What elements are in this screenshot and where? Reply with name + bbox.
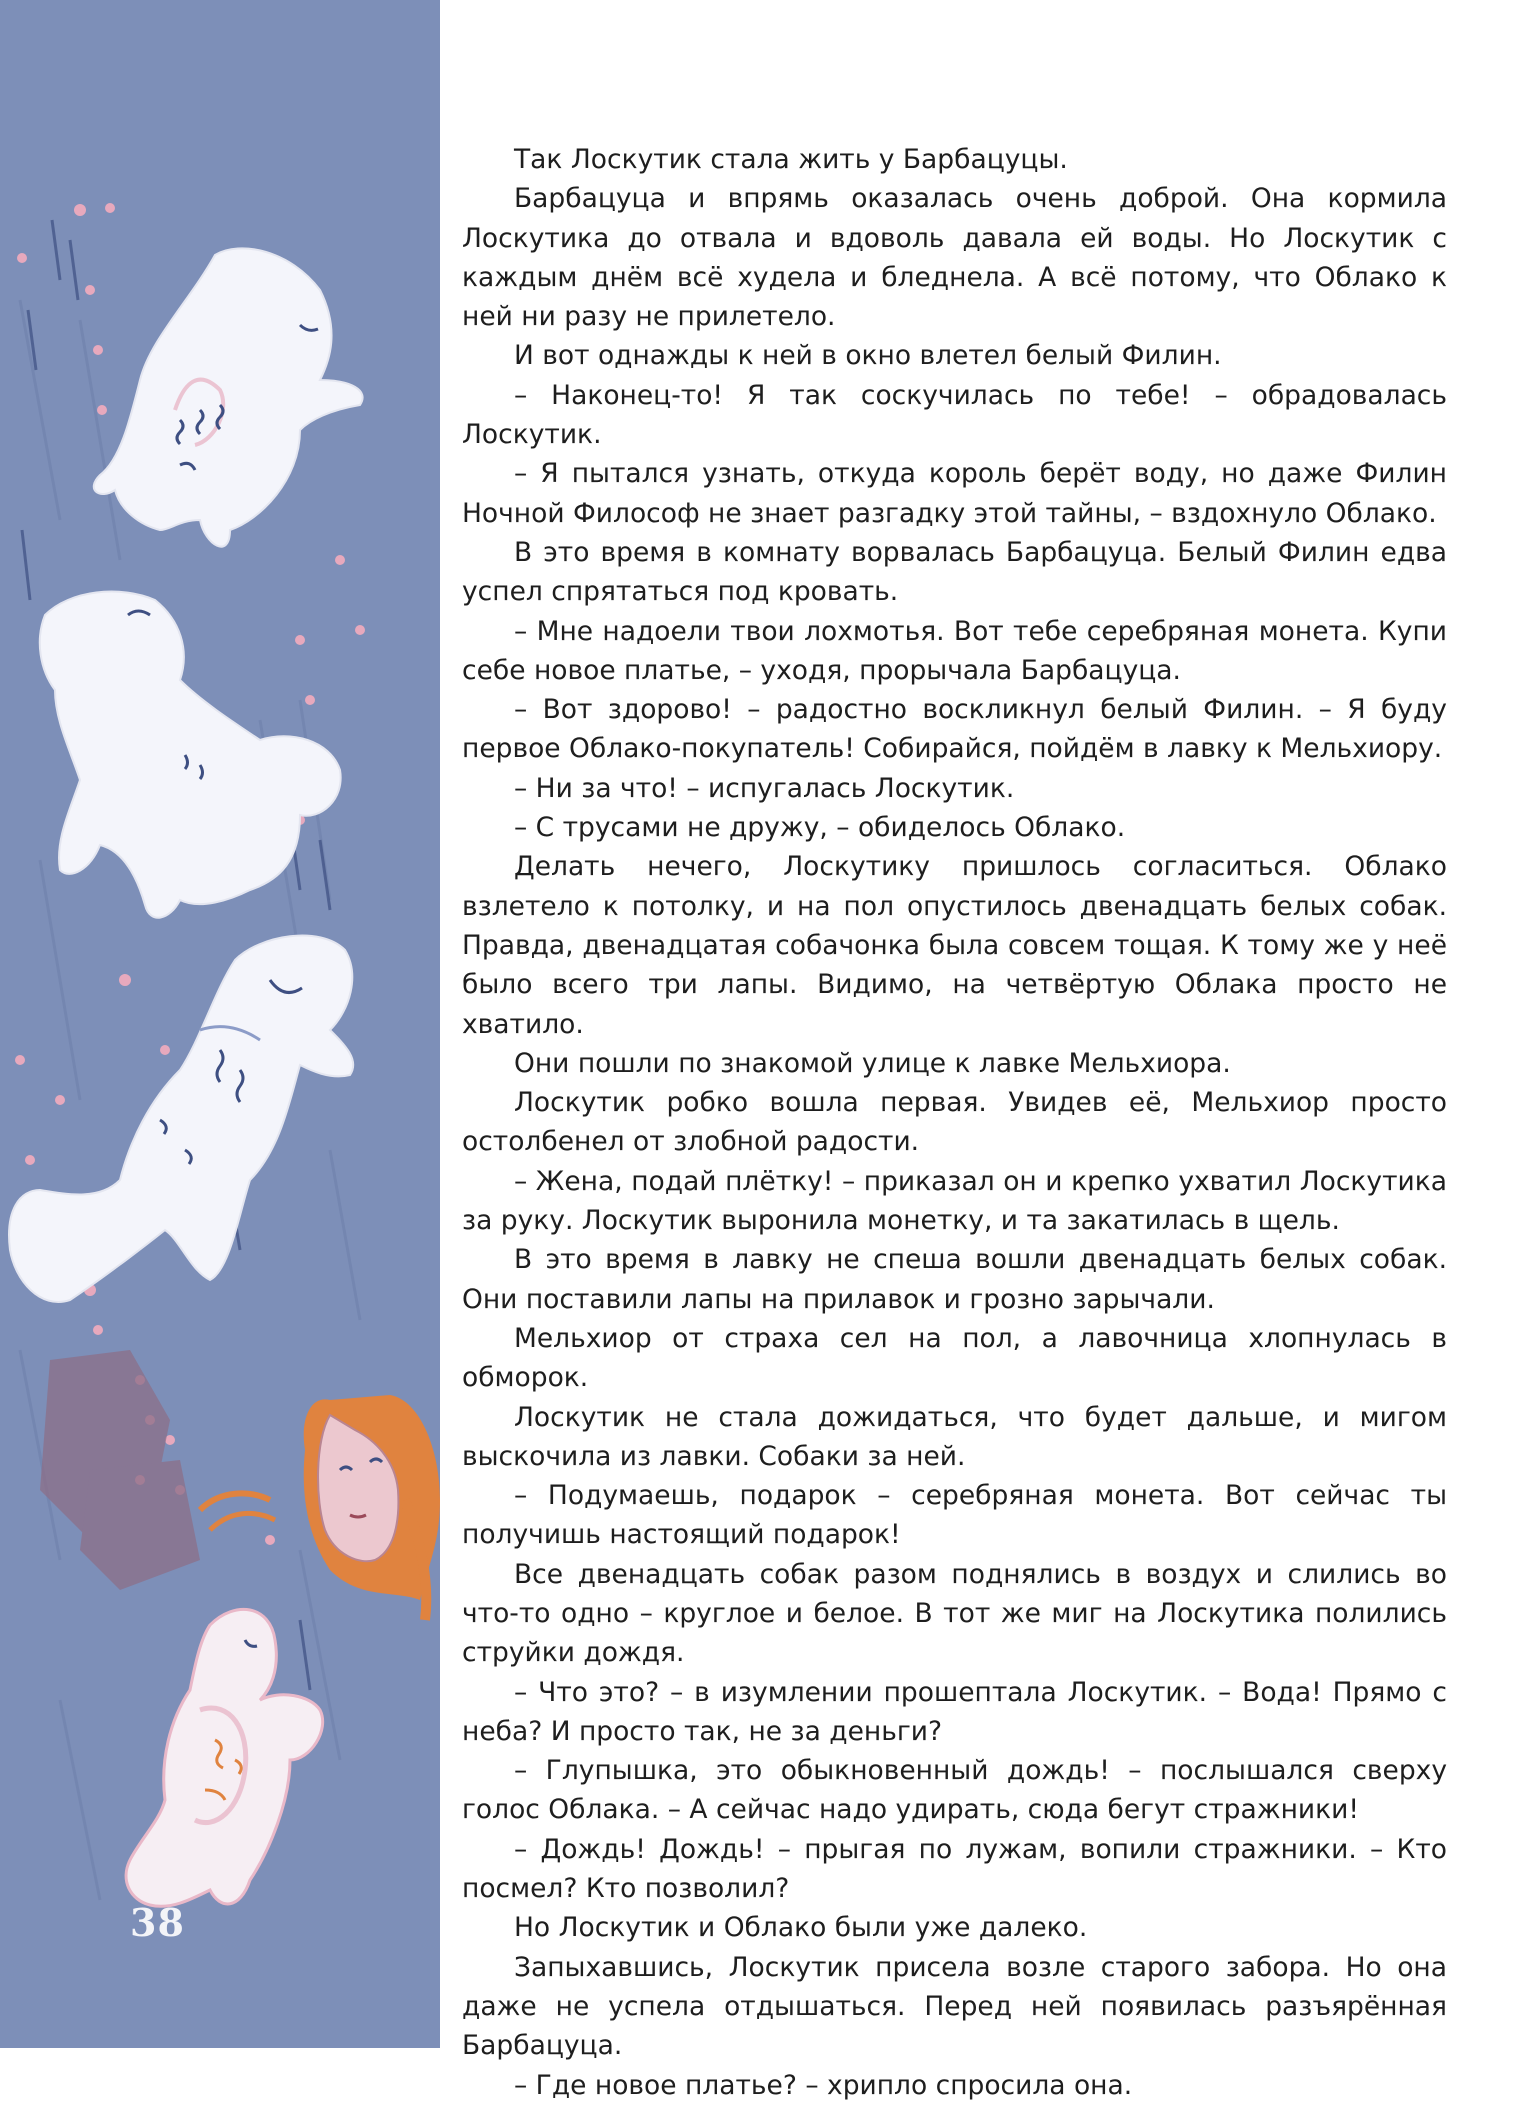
- story-text: [462, 140, 1447, 2105]
- paragraph: – Дождь! Дождь! – прыгая по лужам, вопили стражники. – Кто посмел? Кто позволил?: [462, 1833, 1447, 1905]
- paragraph: Лоскутик робко вошла первая. Увидев её, Мельхиор просто остолбенел от злобной радости.: [462, 1087, 1447, 1158]
- paragraph: Все двенадцать собак разом поднялись в воздух и слились во что-то одно – круглое и белое. В тот же миг на Лоскутика полились струйки дождя.: [462, 1558, 1447, 1669]
- girl-illustration: [200, 1395, 440, 1620]
- paragraph: В это время в лавку не спеша вошли двенадцать белых собак. Они поставили лапы на прилавок и грозно зарычали.: [462, 1244, 1447, 1315]
- paragraph: – Вот здорово! – радостно воскликнул белый Филин. – Я буду первое Облако-покупатель! Собирайся, пойдём в лавку к Мельхиору.: [462, 694, 1447, 765]
- purple-smudge: [40, 1350, 200, 1590]
- paragraph: – Подумаешь, подарок – серебряная монета. Вот сейчас ты получишь настоящий подарок!: [462, 1480, 1447, 1551]
- paragraph: Лоскутик не стала дожидаться, что будет дальше, и мигом выскочила из лавки. Собаки за ней.: [462, 1401, 1447, 1472]
- paragraph: Запыхавшись, Лоскутик присела возле старого забора. Но она даже не успела отдышаться. Перед ней появилась разъярённая Барбацуца.: [462, 1951, 1447, 2062]
- paragraph: – С трусами не дружу, – обиделось Облако.: [514, 812, 1126, 844]
- dog-illustration-4: [126, 1609, 323, 1906]
- paragraph: – Наконец-то! Я так соскучилась по тебе! – обрадовалась Лоскутик.: [462, 379, 1447, 451]
- paragraph: – Глупышка, это обыкновенный дождь! – послышался сверху голос Облака. – А сейчас надо удирать, сюда бегут стражники!: [462, 1755, 1447, 1826]
- paragraph: – Где новое платье? – хрипло спросила она.: [514, 2069, 1133, 2101]
- paragraph: Но Лоскутик и Облако были уже далеко.: [514, 1912, 1088, 1944]
- illustration: [0, 0, 440, 2048]
- paragraph: И вот однажды к ней в окно влетел белый Филин.: [514, 340, 1222, 372]
- paragraph: Так Лоскутик стала жить у Барбацуцы.: [514, 144, 1068, 175]
- paragraph: – Ни за что! – испугалась Лоскутик.: [514, 772, 1015, 804]
- paragraph: – Я пытался узнать, откуда король берёт воду, но даже Филин Ночной Философ не знает разгадку этой тайны, – вздохнуло Облако.: [462, 458, 1447, 529]
- paragraph: – Мне надоели твои лохмотья. Вот тебе серебряная монета. Купи себе новое платье, – уходя, прорычала Барбацуца.: [462, 615, 1447, 686]
- dog-illustration-1: [94, 248, 363, 546]
- paragraph: В это время в комнату ворвалась Барбацуца. Белый Филин едва успел спрятаться под кровать.: [462, 536, 1447, 608]
- paragraph: Барбацуца и впрямь оказалась очень доброй. Она кормила Лоскутика до отвала и вдоволь давала ей воды. Но Лоскутик с каждым днём всё худела и бледнела. А всё потому, что Облако к ней ни разу не прилетело.: [462, 183, 1447, 333]
- paragraph: – Жена, подай плётку! – приказал он и крепко ухватил Лоскутика за руку. Лоскутик выронила монетку, и та закатилась в щель.: [462, 1165, 1447, 1237]
- paragraph: Они пошли по знакомой улице к лавке Мельхиора.: [514, 1047, 1231, 1079]
- paragraph: – Что это? – в изумлении прошептала Лоскутик. – Вода! Прямо с неба? И просто так, не за деньги?: [462, 1676, 1447, 1747]
- illustration-panel: [0, 0, 440, 2048]
- paragraph: Мельхиор от страха сел на пол, а лавочница хлопнулась в обморок.: [462, 1322, 1447, 1394]
- paragraph: Делать нечего, Лоскутику пришлось согласиться. Облако взлетело к потолку, и на пол опустилось двенадцать белых собак. Правда, двенадцатая собачонка была совсем тощая. К тому же у неё было всего три лапы. Видимо, на четвёртую Облака просто не хватило.: [462, 851, 1447, 1040]
- page-number: 38: [130, 1900, 185, 1945]
